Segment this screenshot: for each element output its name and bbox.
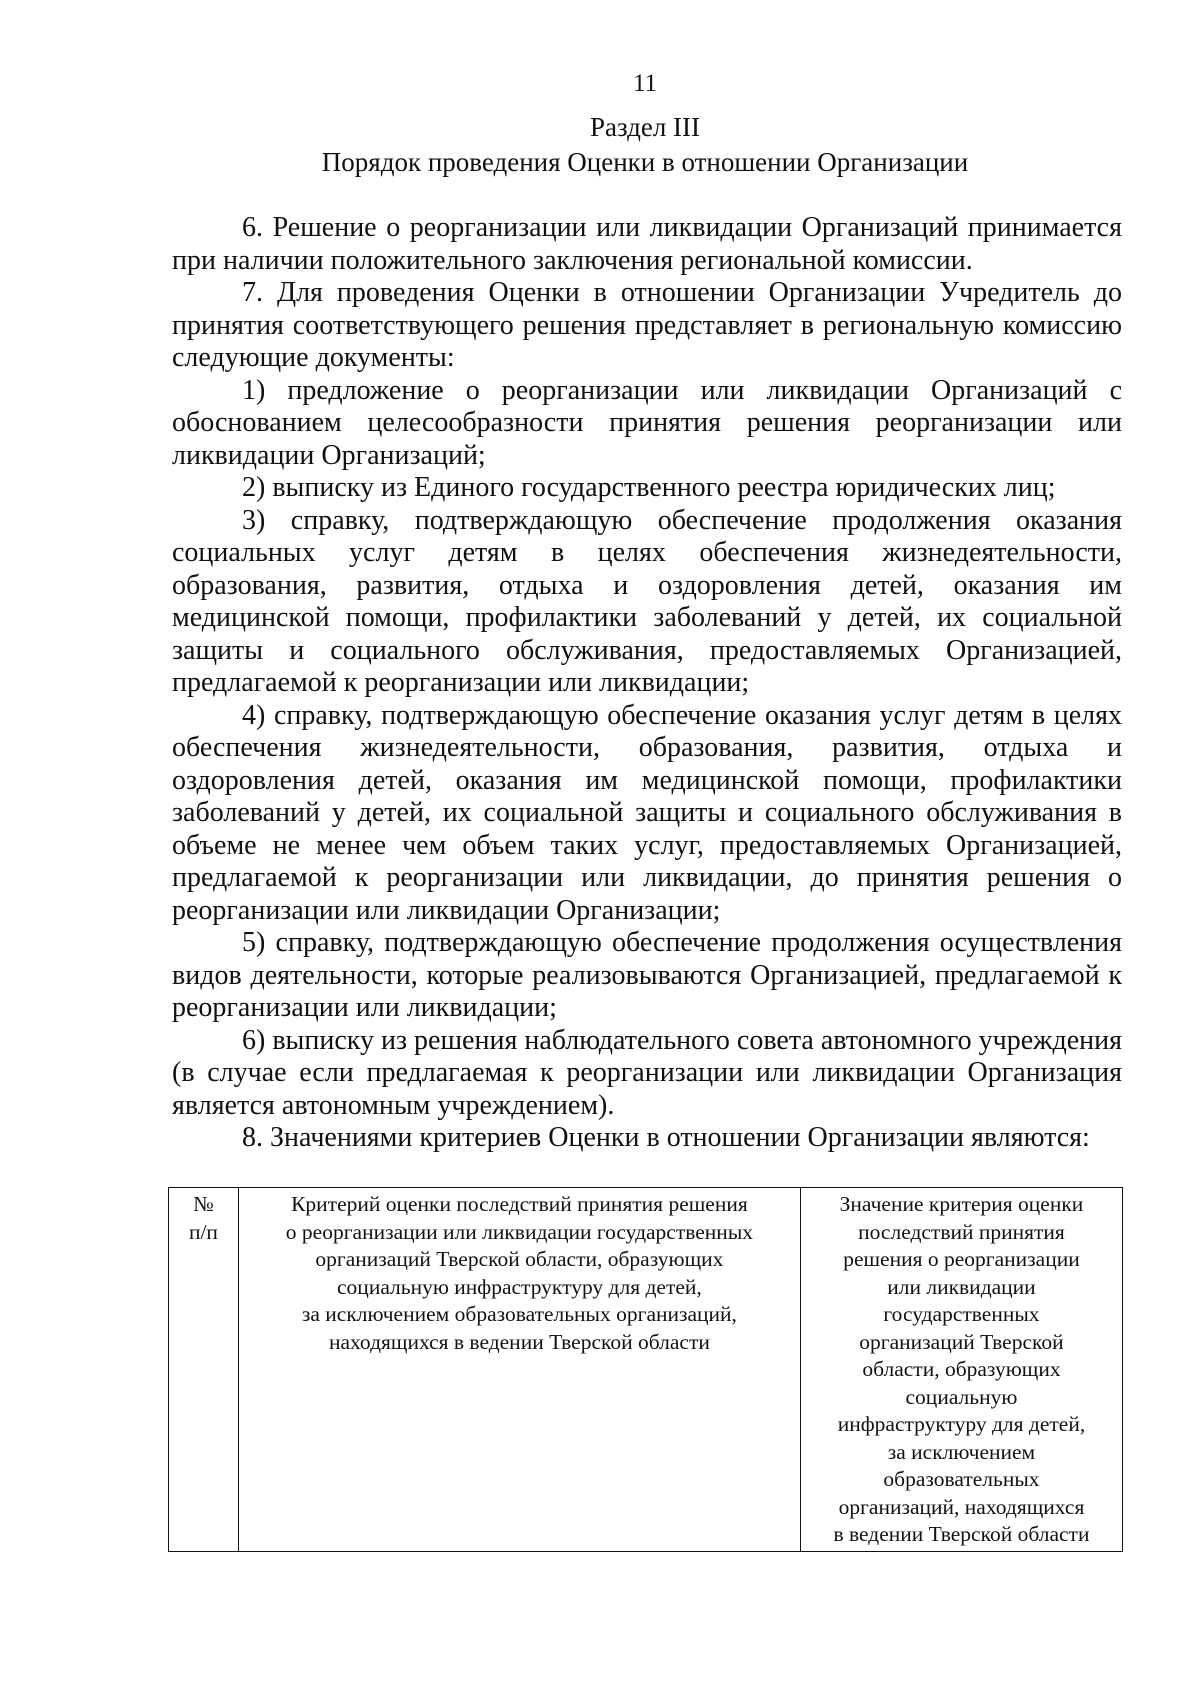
list-item-5: 5) справку, подтверждающую обеспечение продолжения осуществления видов деятельности, которые реализовываются Организацией, предлагаемой к реорганизации или ликвидации; [172, 927, 1122, 1023]
list-item-2: 2) выписку из Единого государственного реестра юридических лиц; [242, 472, 1056, 503]
paragraph-7: 7. Для проведения Оценки в отношении Организации Учредитель до принятия соответствующего решения представляет в региональную комиссию следующие документы: [172, 277, 1122, 373]
page-number: 11 [632, 70, 658, 97]
section-title: Раздел III [589, 112, 701, 142]
header-criterion: Критерий оценки последствий принятия решения о реорганизации или ликвидации государственных организаций Тверской области, образующих социальную инфраструктуру для детей, за исключением образовательных организаций, находящихся в ведении Тверской области [238, 1188, 800, 1552]
list-item-3: 3) справку, подтверждающую обеспечение продолжения оказания социальных услуг детям в целях обеспечения жизнедеятельности, образования, развития, отдыха и оздоровления детей, оказания им медицинской помощи, профилактики заболеваний у детей, их социальной защиты и социального обслуживания, предоставляемых Организацией, предлагаемой к реорганизации или ликвидации; [172, 504, 1122, 698]
section-subtitle: Порядок проведения Оценки в отношении Организации [321, 147, 969, 177]
header-criterion-value: Значение критерия оценки последствий принятия решения о реорганизации или ликвидации государственных организаций Тверской области, образующих социальную инфраструктуру для детей, за исключением образовательных организаций, находящихся в ведении Тверской области [800, 1188, 1122, 1552]
criteria-table [168, 1187, 1123, 1552]
header-number: № п/п [169, 1188, 239, 1552]
table-header-row [169, 1188, 1123, 1552]
document-body [172, 212, 1122, 1155]
paragraph-8: 8. Значениями критериев Оценки в отношении Организации являются: [242, 1122, 1090, 1153]
list-item-1: 1) предложение о реорганизации или ликвидации Организаций с обоснованием целесообразности принятия решения реорганизации или ликвидации Организаций; [172, 374, 1122, 471]
list-item-4: 4) справку, подтверждающую обеспечение оказания услуг детям в целях обеспечения жизнедеятельности, образования, развития, отдыха и оздоровления детей, оказания им медицинской помощи, профилактики заболеваний у детей, их социальной защиты и социального обслуживания в объеме не менее чем объем таких услуг, предоставляемых Организацией, предлагаемой к реорганизации или ликвидации, до принятия решения о реорганизации или ликвидации Организации; [172, 699, 1122, 926]
list-item-6: 6) выписку из решения наблюдательного совета автономного учреждения (в случае если предлагаемая к реорганизации или ликвидации Организация является автономным учреждением). [172, 1024, 1122, 1121]
paragraph-6: 6. Решение о реорганизации или ликвидации Организаций принимается при наличии положительного заключения региональной комиссии. [172, 212, 1122, 276]
